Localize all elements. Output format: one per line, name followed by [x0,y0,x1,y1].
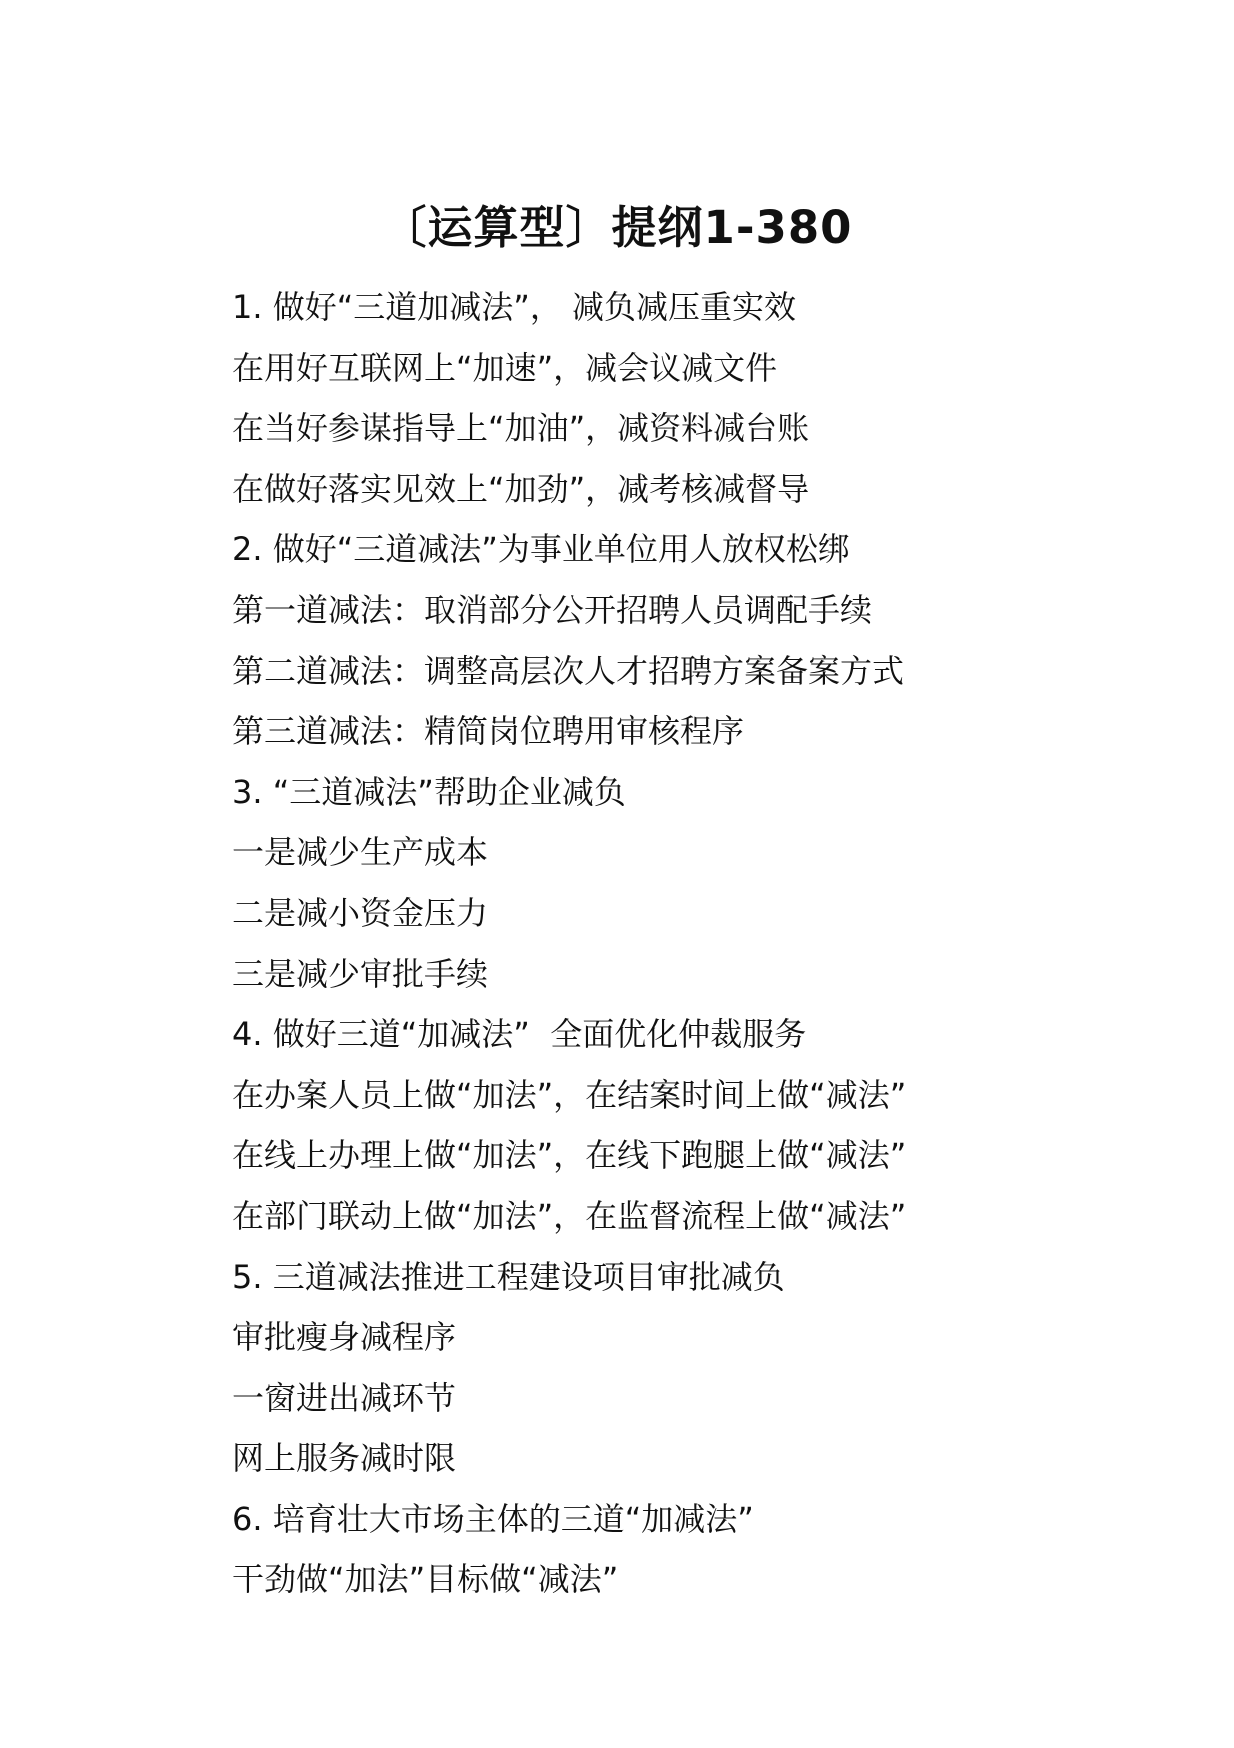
document-title: 〔运算型〕提纲1-380 [381,201,853,254]
outline-item: 第三道减法：精简岗位聘用审核程序 [232,712,745,751]
outline-item: 在当好参谋指导上“加油”，减资料减台账 [232,409,810,448]
outline-item: 在做好落实见效上“加劲”，减考核减督导 [232,469,810,508]
outline-item: 网上服务减时限 [232,1439,457,1478]
outline-item: 在部门联动上做“加法”，在监督流程上做“减法” [232,1196,907,1235]
outline-item: 第一道减法：取消部分公开招聘人员调配手续 [232,590,873,629]
outline-heading-1: 1. 做好“三道加减法”， 减负减压重实效 [232,288,797,326]
outline-item: 审批瘦身减程序 [232,1318,457,1357]
outline-item: 在办案人员上做“加法”，在结案时间上做“减法” [232,1075,907,1114]
outline-item: 第二道减法：调整高层次人才招聘方案备案方式 [232,651,905,690]
outline-item: 二是减小资金压力 [232,893,489,932]
outline-heading-4: 4. 做好三道“加减法” 全面优化仲裁服务 [232,1015,807,1054]
outline-item: 一窗进出减环节 [232,1378,457,1417]
outline-list [232,277,1212,1610]
outline-item: 三是减少审批手续 [232,954,489,993]
outline-heading-3: 3. “三道减法”帮助企业减负 [232,772,626,811]
outline-heading-2: 2. 做好“三道减法”为事业单位用人放权松绑 [232,530,850,569]
outline-heading-6: 6. 培育壮大市场主体的三道“加减法” [232,1499,754,1538]
outline-item: 在线上办理上做“加法”，在线下跑腿上做“减法” [232,1136,907,1175]
outline-item: 干劲做“加法”目标做“减法” [232,1560,619,1599]
outline-heading-5: 5. 三道减法推进工程建设项目审批减负 [232,1257,785,1296]
outline-item: 在用好互联网上“加速”，减会议减文件 [232,348,778,387]
outline-item: 一是减少生产成本 [232,833,489,872]
